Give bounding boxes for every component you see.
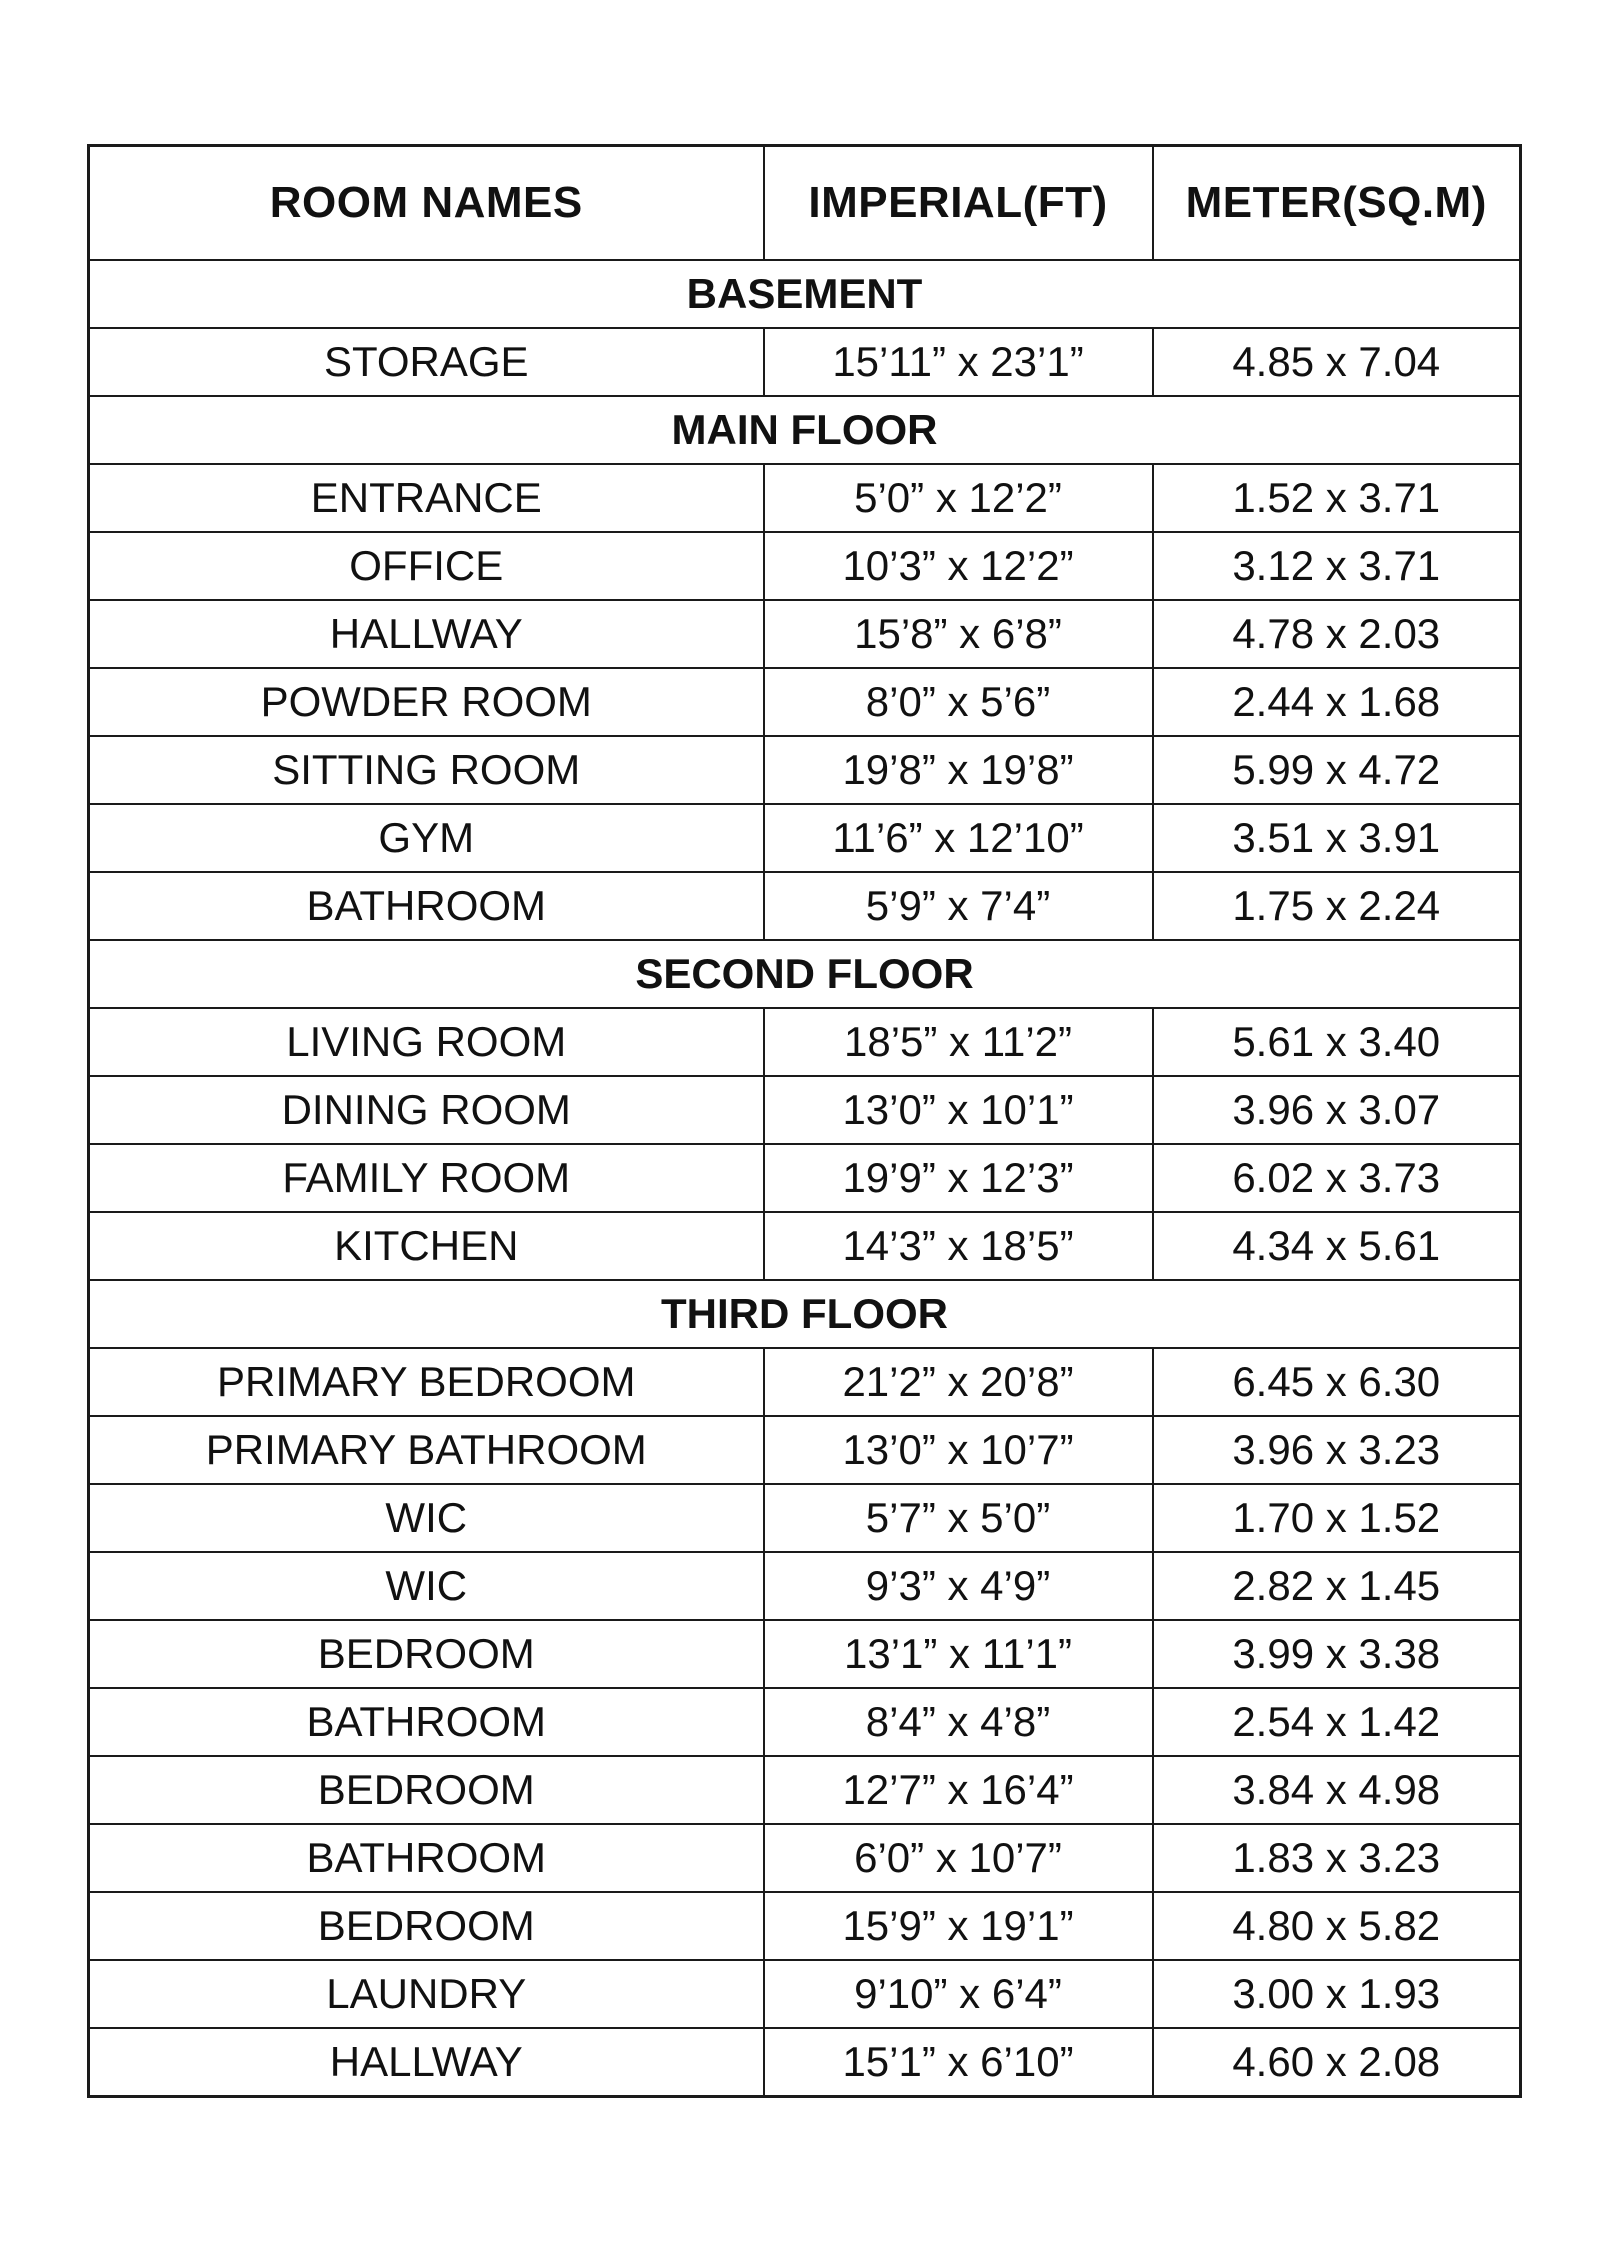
table-row bbox=[89, 1756, 1521, 1824]
room-name-cell: WIC bbox=[89, 1484, 764, 1552]
imperial-dimension-cell: 5’7” x 5’0” bbox=[764, 1484, 1153, 1552]
metric-dimension-cell: 4.85 x 7.04 bbox=[1153, 328, 1521, 396]
metric-dimension-cell: 3.99 x 3.38 bbox=[1153, 1620, 1521, 1688]
room-name-cell: BATHROOM bbox=[89, 1688, 764, 1756]
room-name-cell: BEDROOM bbox=[89, 1620, 764, 1688]
section-header-row bbox=[89, 940, 1521, 1008]
table-row bbox=[89, 1824, 1521, 1892]
room-name-cell: LAUNDRY bbox=[89, 1960, 764, 2028]
table-header bbox=[89, 146, 1521, 261]
section-title: THIRD FLOOR bbox=[89, 1280, 1521, 1348]
imperial-dimension-cell: 13’0” x 10’1” bbox=[764, 1076, 1153, 1144]
room-name-cell: BATHROOM bbox=[89, 872, 764, 940]
imperial-dimension-cell: 9’3” x 4’9” bbox=[764, 1552, 1153, 1620]
table-row bbox=[89, 1076, 1521, 1144]
room-name-cell: SITTING ROOM bbox=[89, 736, 764, 804]
metric-dimension-cell: 1.52 x 3.71 bbox=[1153, 464, 1521, 532]
room-name-cell: DINING ROOM bbox=[89, 1076, 764, 1144]
section-title: BASEMENT bbox=[89, 260, 1521, 328]
imperial-dimension-cell: 8’0” x 5’6” bbox=[764, 668, 1153, 736]
metric-dimension-cell: 5.99 x 4.72 bbox=[1153, 736, 1521, 804]
metric-dimension-cell: 1.83 x 3.23 bbox=[1153, 1824, 1521, 1892]
metric-dimension-cell: 3.12 x 3.71 bbox=[1153, 532, 1521, 600]
imperial-dimension-cell: 9’10” x 6’4” bbox=[764, 1960, 1153, 2028]
table-row bbox=[89, 1416, 1521, 1484]
table-row bbox=[89, 736, 1521, 804]
header-row bbox=[89, 146, 1521, 261]
table-row bbox=[89, 1620, 1521, 1688]
metric-dimension-cell: 3.51 x 3.91 bbox=[1153, 804, 1521, 872]
imperial-dimension-cell: 5’9” x 7’4” bbox=[764, 872, 1153, 940]
room-name-cell: LIVING ROOM bbox=[89, 1008, 764, 1076]
imperial-dimension-cell: 15’8” x 6’8” bbox=[764, 600, 1153, 668]
section-title: SECOND FLOOR bbox=[89, 940, 1521, 1008]
table-row bbox=[89, 600, 1521, 668]
room-name-cell: BATHROOM bbox=[89, 1824, 764, 1892]
metric-dimension-cell: 2.44 x 1.68 bbox=[1153, 668, 1521, 736]
room-name-cell: PRIMARY BEDROOM bbox=[89, 1348, 764, 1416]
room-name-cell: HALLWAY bbox=[89, 2028, 764, 2097]
metric-dimension-cell: 3.84 x 4.98 bbox=[1153, 1756, 1521, 1824]
header-room-names: ROOM NAMES bbox=[89, 146, 764, 261]
imperial-dimension-cell: 15’9” x 19’1” bbox=[764, 1892, 1153, 1960]
imperial-dimension-cell: 6’0” x 10’7” bbox=[764, 1824, 1153, 1892]
imperial-dimension-cell: 19’9” x 12’3” bbox=[764, 1144, 1153, 1212]
metric-dimension-cell: 4.60 x 2.08 bbox=[1153, 2028, 1521, 2097]
table-row bbox=[89, 872, 1521, 940]
table-body bbox=[89, 260, 1521, 2097]
table-row bbox=[89, 328, 1521, 396]
imperial-dimension-cell: 8’4” x 4’8” bbox=[764, 1688, 1153, 1756]
table-row bbox=[89, 1552, 1521, 1620]
metric-dimension-cell: 5.61 x 3.40 bbox=[1153, 1008, 1521, 1076]
imperial-dimension-cell: 12’7” x 16’4” bbox=[764, 1756, 1153, 1824]
metric-dimension-cell: 1.75 x 2.24 bbox=[1153, 872, 1521, 940]
section-header-row bbox=[89, 1280, 1521, 1348]
table-row bbox=[89, 1348, 1521, 1416]
table-row bbox=[89, 1212, 1521, 1280]
imperial-dimension-cell: 18’5” x 11’2” bbox=[764, 1008, 1153, 1076]
metric-dimension-cell: 4.78 x 2.03 bbox=[1153, 600, 1521, 668]
table-row bbox=[89, 1960, 1521, 2028]
imperial-dimension-cell: 21’2” x 20’8” bbox=[764, 1348, 1153, 1416]
imperial-dimension-cell: 19’8” x 19’8” bbox=[764, 736, 1153, 804]
room-name-cell: WIC bbox=[89, 1552, 764, 1620]
metric-dimension-cell: 3.96 x 3.23 bbox=[1153, 1416, 1521, 1484]
imperial-dimension-cell: 13’1” x 11’1” bbox=[764, 1620, 1153, 1688]
metric-dimension-cell: 3.00 x 1.93 bbox=[1153, 1960, 1521, 2028]
header-meter: METER(SQ.M) bbox=[1153, 146, 1521, 261]
metric-dimension-cell: 2.82 x 1.45 bbox=[1153, 1552, 1521, 1620]
section-header-row bbox=[89, 260, 1521, 328]
table-row bbox=[89, 1144, 1521, 1212]
imperial-dimension-cell: 5’0” x 12’2” bbox=[764, 464, 1153, 532]
imperial-dimension-cell: 11’6” x 12’10” bbox=[764, 804, 1153, 872]
table-row bbox=[89, 1008, 1521, 1076]
room-name-cell: KITCHEN bbox=[89, 1212, 764, 1280]
metric-dimension-cell: 2.54 x 1.42 bbox=[1153, 1688, 1521, 1756]
metric-dimension-cell: 4.80 x 5.82 bbox=[1153, 1892, 1521, 1960]
table-row bbox=[89, 1484, 1521, 1552]
section-title: MAIN FLOOR bbox=[89, 396, 1521, 464]
table-row bbox=[89, 804, 1521, 872]
table-row bbox=[89, 2028, 1521, 2097]
imperial-dimension-cell: 10’3” x 12’2” bbox=[764, 532, 1153, 600]
room-name-cell: PRIMARY BATHROOM bbox=[89, 1416, 764, 1484]
room-name-cell: HALLWAY bbox=[89, 600, 764, 668]
table-row bbox=[89, 1892, 1521, 1960]
table-row bbox=[89, 668, 1521, 736]
metric-dimension-cell: 3.96 x 3.07 bbox=[1153, 1076, 1521, 1144]
header-imperial: IMPERIAL(FT) bbox=[764, 146, 1153, 261]
room-name-cell: POWDER ROOM bbox=[89, 668, 764, 736]
room-dimensions-table bbox=[87, 144, 1522, 2098]
imperial-dimension-cell: 15’1” x 6’10” bbox=[764, 2028, 1153, 2097]
imperial-dimension-cell: 14’3” x 18’5” bbox=[764, 1212, 1153, 1280]
imperial-dimension-cell: 15’11” x 23’1” bbox=[764, 328, 1153, 396]
metric-dimension-cell: 6.02 x 3.73 bbox=[1153, 1144, 1521, 1212]
room-name-cell: GYM bbox=[89, 804, 764, 872]
metric-dimension-cell: 6.45 x 6.30 bbox=[1153, 1348, 1521, 1416]
room-name-cell: BEDROOM bbox=[89, 1756, 764, 1824]
table-row bbox=[89, 532, 1521, 600]
metric-dimension-cell: 1.70 x 1.52 bbox=[1153, 1484, 1521, 1552]
room-name-cell: FAMILY ROOM bbox=[89, 1144, 764, 1212]
table-row bbox=[89, 1688, 1521, 1756]
table-row bbox=[89, 464, 1521, 532]
room-name-cell: BEDROOM bbox=[89, 1892, 764, 1960]
imperial-dimension-cell: 13’0” x 10’7” bbox=[764, 1416, 1153, 1484]
room-name-cell: OFFICE bbox=[89, 532, 764, 600]
room-name-cell: ENTRANCE bbox=[89, 464, 764, 532]
section-header-row bbox=[89, 396, 1521, 464]
room-name-cell: STORAGE bbox=[89, 328, 764, 396]
metric-dimension-cell: 4.34 x 5.61 bbox=[1153, 1212, 1521, 1280]
